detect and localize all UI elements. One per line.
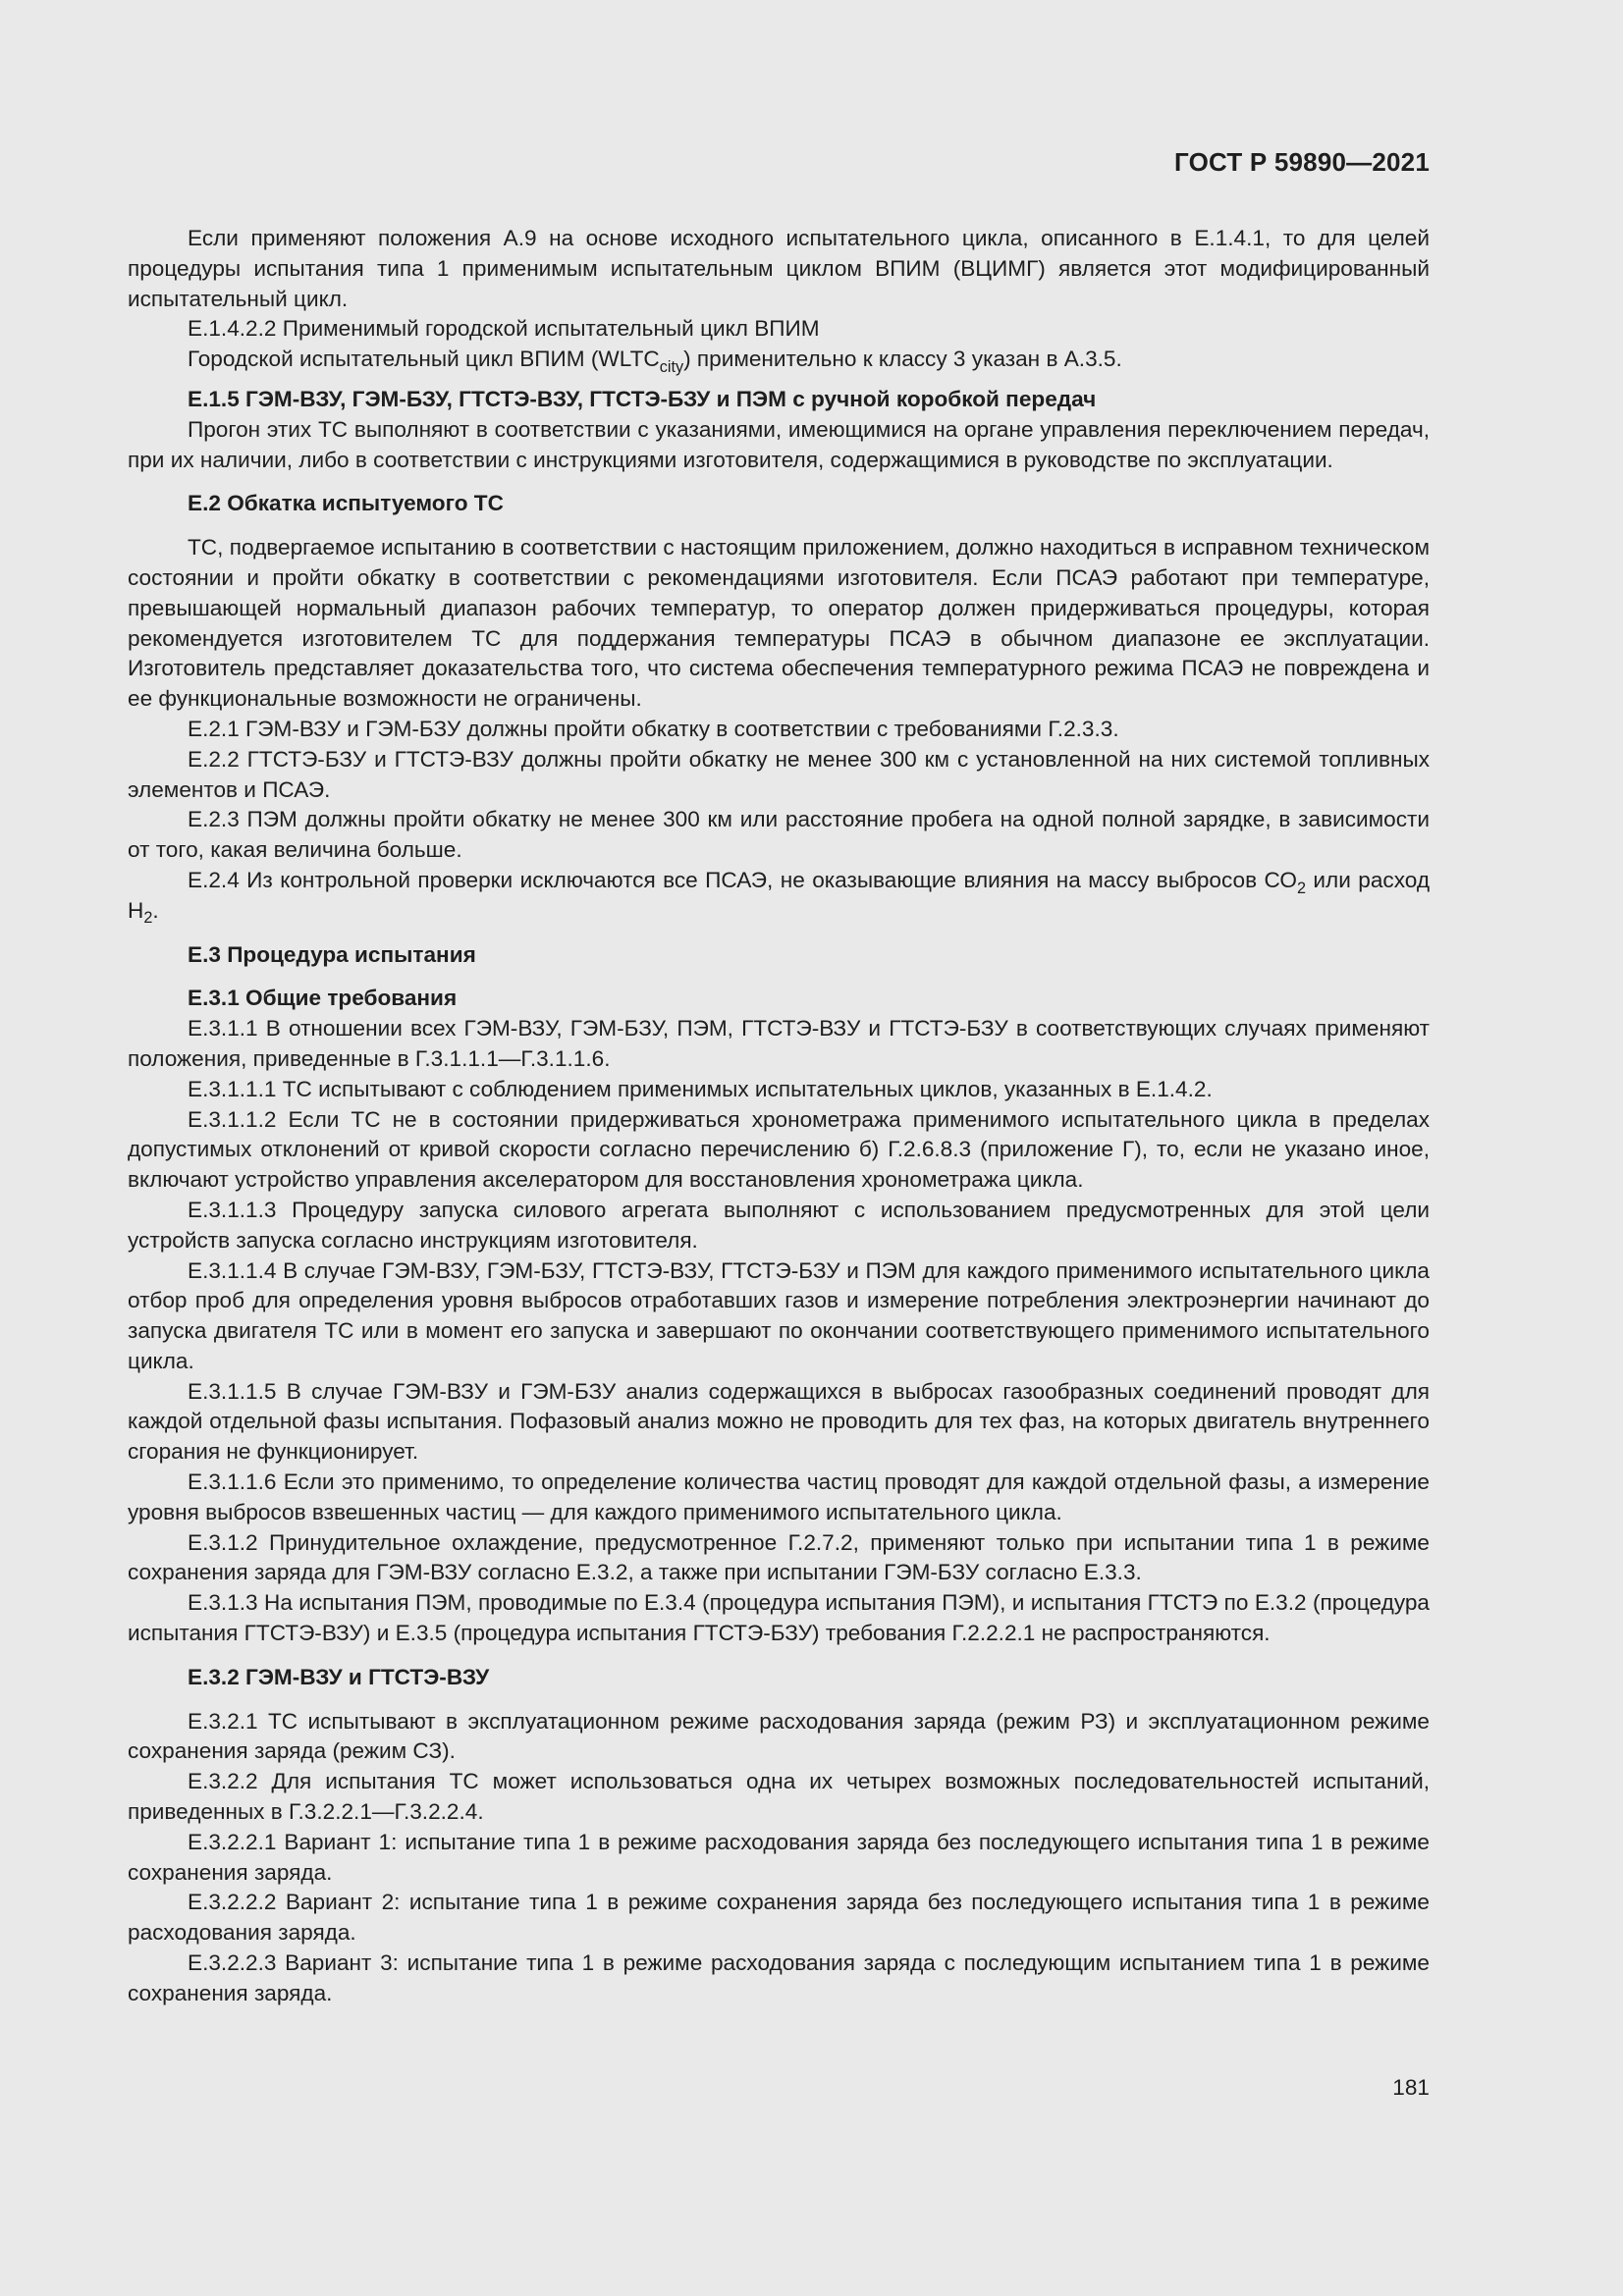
paragraph-text: Е.3.1.2 Принудительное охлаждение, предусмотренное Г.2.7.2, применяют только при испытании типа 1 в режиме сохранения заряда для ГЭМ-ВЗУ согласно Е.3.2, а также при испытании ГЭМ-БЗУ согласно Е.3.3.	[128, 1529, 1430, 1585]
document-header: ГОСТ Р 59890—2021	[1174, 147, 1430, 177]
paragraph	[128, 866, 1430, 927]
section-heading	[128, 385, 1430, 415]
paragraph-text: Е.2.2 ГТСТЭ-БЗУ и ГТСТЭ-ВЗУ должны пройти обкатку не менее 300 км с установленной на них системой топливных элементов и ПСАЭ.	[128, 746, 1430, 802]
paragraph	[128, 1588, 1430, 1649]
paragraph	[128, 1707, 1430, 1768]
paragraph	[128, 1888, 1430, 1949]
subscript: 2	[1296, 879, 1306, 897]
paragraph-text: Е.3.1.1.3 Процедуру запуска силового агрегата выполняют с использованием предусмотренных для этой цели устройств запуска согласно инструкциям изготовителя.	[128, 1197, 1430, 1253]
paragraph	[128, 1075, 1430, 1105]
paragraph	[128, 533, 1430, 715]
document-body	[128, 224, 1430, 2009]
paragraph	[128, 1767, 1430, 1828]
paragraph-text: Е.3.1.1.4 В случае ГЭМ-ВЗУ, ГЭМ-БЗУ, ГТСТЭ-ВЗУ, ГТСТЭ-БЗУ и ПЭМ для каждого применимого испытательного цикла отбор проб для определения уровня выбросов отработавших газов и измерение потребления электроэнергии начинают до запуска двигателя ТС или в момент его запуска и завершают по окончании соответствующего применимого испытательного цикла.	[128, 1257, 1430, 1373]
paragraph-text: ТС, подвергаемое испытанию в соответствии с настоящим приложением, должно находиться в исправном техническом состоянии и пройти обкатку в соответствии с рекомендациями изготовителя. Если ПСАЭ работают при температуре, превышающей нормальный диапазон рабочих температур, то оператор должен придерживаться процедуры, которая рекомендуется изготовителем ТС для поддержания температуры ПСАЭ в обычном диапазоне ее эксплуатации. Изготовитель представляет доказательства того, что система обеспечения температурного режима ПСАЭ не повреждена и ее функциональные возможности не ограничены.	[128, 535, 1430, 712]
paragraph-text: Е.3.2.1 ТС испытывают в эксплуатационном режиме расходования заряда (режим РЗ) и эксплуатационном режиме сохранения заряда (режим СЗ).	[128, 1708, 1430, 1764]
paragraph-text: Е.3.1.1.1 ТС испытывают с соблюдением применимых испытательных циклов, указанных в Е.1.4.2.	[188, 1076, 1213, 1101]
paragraph-text: Е.3.2.2 Для испытания ТС может использоваться одна их четырех возможных последовательностей испытаний, приведенных в Г.3.2.2.1—Г.3.2.2.4.	[128, 1769, 1430, 1825]
paragraph-text: Прогон этих ТС выполняют в соответствии с указаниями, имеющимися на органе управления переключением передач, при их наличии, либо в соответствии с инструкциями изготовителя, содержащимися в руководстве по эксплуатации.	[128, 416, 1430, 472]
section-heading	[128, 940, 1430, 971]
paragraph-text: Е.1.4.2.2 Применимый городской испытательный цикл ВПИМ	[188, 316, 820, 342]
paragraph-text: Е.3 Процедура испытания	[188, 941, 476, 967]
subscript: 2	[143, 909, 153, 928]
paragraph-text: Е.2 Обкатка испытуемого ТС	[188, 491, 504, 516]
paragraph-text: Е.3.1.1.6 Если это применимо, то определение количества частиц проводят для каждой отдельной фазы, а измерение уровня выбросов взвешенных частиц — для каждого применимого испытательного цикла.	[128, 1469, 1430, 1524]
paragraph	[128, 805, 1430, 866]
paragraph-text: Е.3.1.3 На испытания ПЭМ, проводимые по Е.3.4 (процедура испытания ПЭМ), и испытания ГТСТЭ по Е.3.2 (процедура испытания ГТСТЭ-ВЗУ) и Е.3.5 (процедура испытания ГТСТЭ-БЗУ) требования Г.2.2.2.1 не распространяются.	[128, 1590, 1430, 1646]
section-heading	[128, 984, 1430, 1014]
paragraph-text: Е.3.1.1.2 Если ТС не в состоянии придерживаться хронометража применимого испытательного цикла в пределах допустимых отклонений от кривой скорости согласно перечислению б) Г.2.6.8.3 (приложение Г), то, если не указано иное, включают устройство управления акселератором для восстановления хронометража цикла.	[128, 1106, 1430, 1193]
paragraph-text: Е.3.2.2.1 Вариант 1: испытание типа 1 в режиме расходования заряда без последующего испытания типа 1 в режиме сохранения заряда.	[128, 1829, 1430, 1885]
paragraph	[128, 415, 1430, 476]
paragraph	[128, 1014, 1430, 1075]
paragraph	[128, 1828, 1430, 1889]
paragraph-text: .	[152, 897, 159, 923]
paragraph-text: Городской испытательный цикл ВПИМ (WLTC	[188, 347, 660, 372]
paragraph	[128, 1468, 1430, 1528]
paragraph-text: Е.2.4 Из контрольной проверки исключаются все ПСАЭ, не оказывающие влияния на массу выбросов СО	[188, 867, 1297, 892]
paragraph-text: Если применяют положения А.9 на основе исходного испытательного цикла, описанного в Е.1.4.1, то для целей процедуры испытания типа 1 применимым испытательным циклом ВПИМ (ВЦИМГ) является этот модифицированный испытательный цикл.	[128, 226, 1430, 311]
paragraph-text: Е.3.1.1 В отношении всех ГЭМ-ВЗУ, ГЭМ-БЗУ, ПЭМ, ГТСТЭ-ВЗУ и ГТСТЭ-БЗУ в соответствующих случаях применяют положения, приведенные в Г.3.1.1.1—Г.3.1.1.6.	[128, 1016, 1430, 1071]
paragraph	[128, 1377, 1430, 1468]
subscript: city	[659, 357, 684, 376]
paragraph-text: Е.3.2.2.3 Вариант 3: испытание типа 1 в режиме расходования заряда с последующим испытанием типа 1 в режиме сохранения заряда.	[128, 1950, 1430, 2005]
paragraph-text: Е.1.5 ГЭМ-ВЗУ, ГЭМ-БЗУ, ГТСТЭ-ВЗУ, ГТСТЭ-БЗУ и ПЭМ с ручной коробкой передач	[188, 386, 1097, 411]
paragraph	[128, 1196, 1430, 1256]
paragraph	[128, 345, 1430, 375]
paragraph-text: Е.3.1 Общие требования	[188, 986, 458, 1011]
paragraph	[128, 745, 1430, 806]
paragraph	[128, 715, 1430, 745]
paragraph	[128, 1528, 1430, 1589]
paragraph-text: ) применительно к классу 3 указан в А.3.5.	[683, 347, 1122, 372]
paragraph-text: или расход Н	[128, 867, 1431, 923]
paragraph-text: Е.3.2 ГЭМ-ВЗУ и ГТСТЭ-ВЗУ	[188, 1664, 490, 1689]
paragraph-text: Е.2.3 ПЭМ должны пройти обкатку не менее 300 км или расстояние пробега на одной полной зарядке, в зависимости от того, какая величина больше.	[128, 807, 1430, 863]
paragraph	[128, 1105, 1430, 1196]
paragraph	[128, 314, 1430, 345]
paragraph	[128, 1256, 1430, 1377]
paragraph-text: Е.2.1 ГЭМ-ВЗУ и ГЭМ-БЗУ должны пройти обкатку в соответствии с требованиями Г.2.3.3.	[188, 716, 1119, 741]
paragraph-text: Е.3.1.1.5 В случае ГЭМ-ВЗУ и ГЭМ-БЗУ анализ содержащихся в выбросах газообразных соединений проводят для каждой отдельной фазы испытания. Пофазовый анализ можно не проводить для тех фаз, на которых двигатель внутреннего сгорания не функционирует.	[128, 1378, 1430, 1465]
section-heading	[128, 1663, 1430, 1693]
paragraph	[128, 1949, 1430, 2009]
section-heading	[128, 489, 1430, 519]
paragraph	[128, 224, 1430, 314]
paragraph-text: Е.3.2.2.2 Вариант 2: испытание типа 1 в режиме сохранения заряда без последующего испытания типа 1 в режиме расходования заряда.	[128, 1890, 1430, 1946]
page-number: 181	[1392, 2075, 1430, 2100]
